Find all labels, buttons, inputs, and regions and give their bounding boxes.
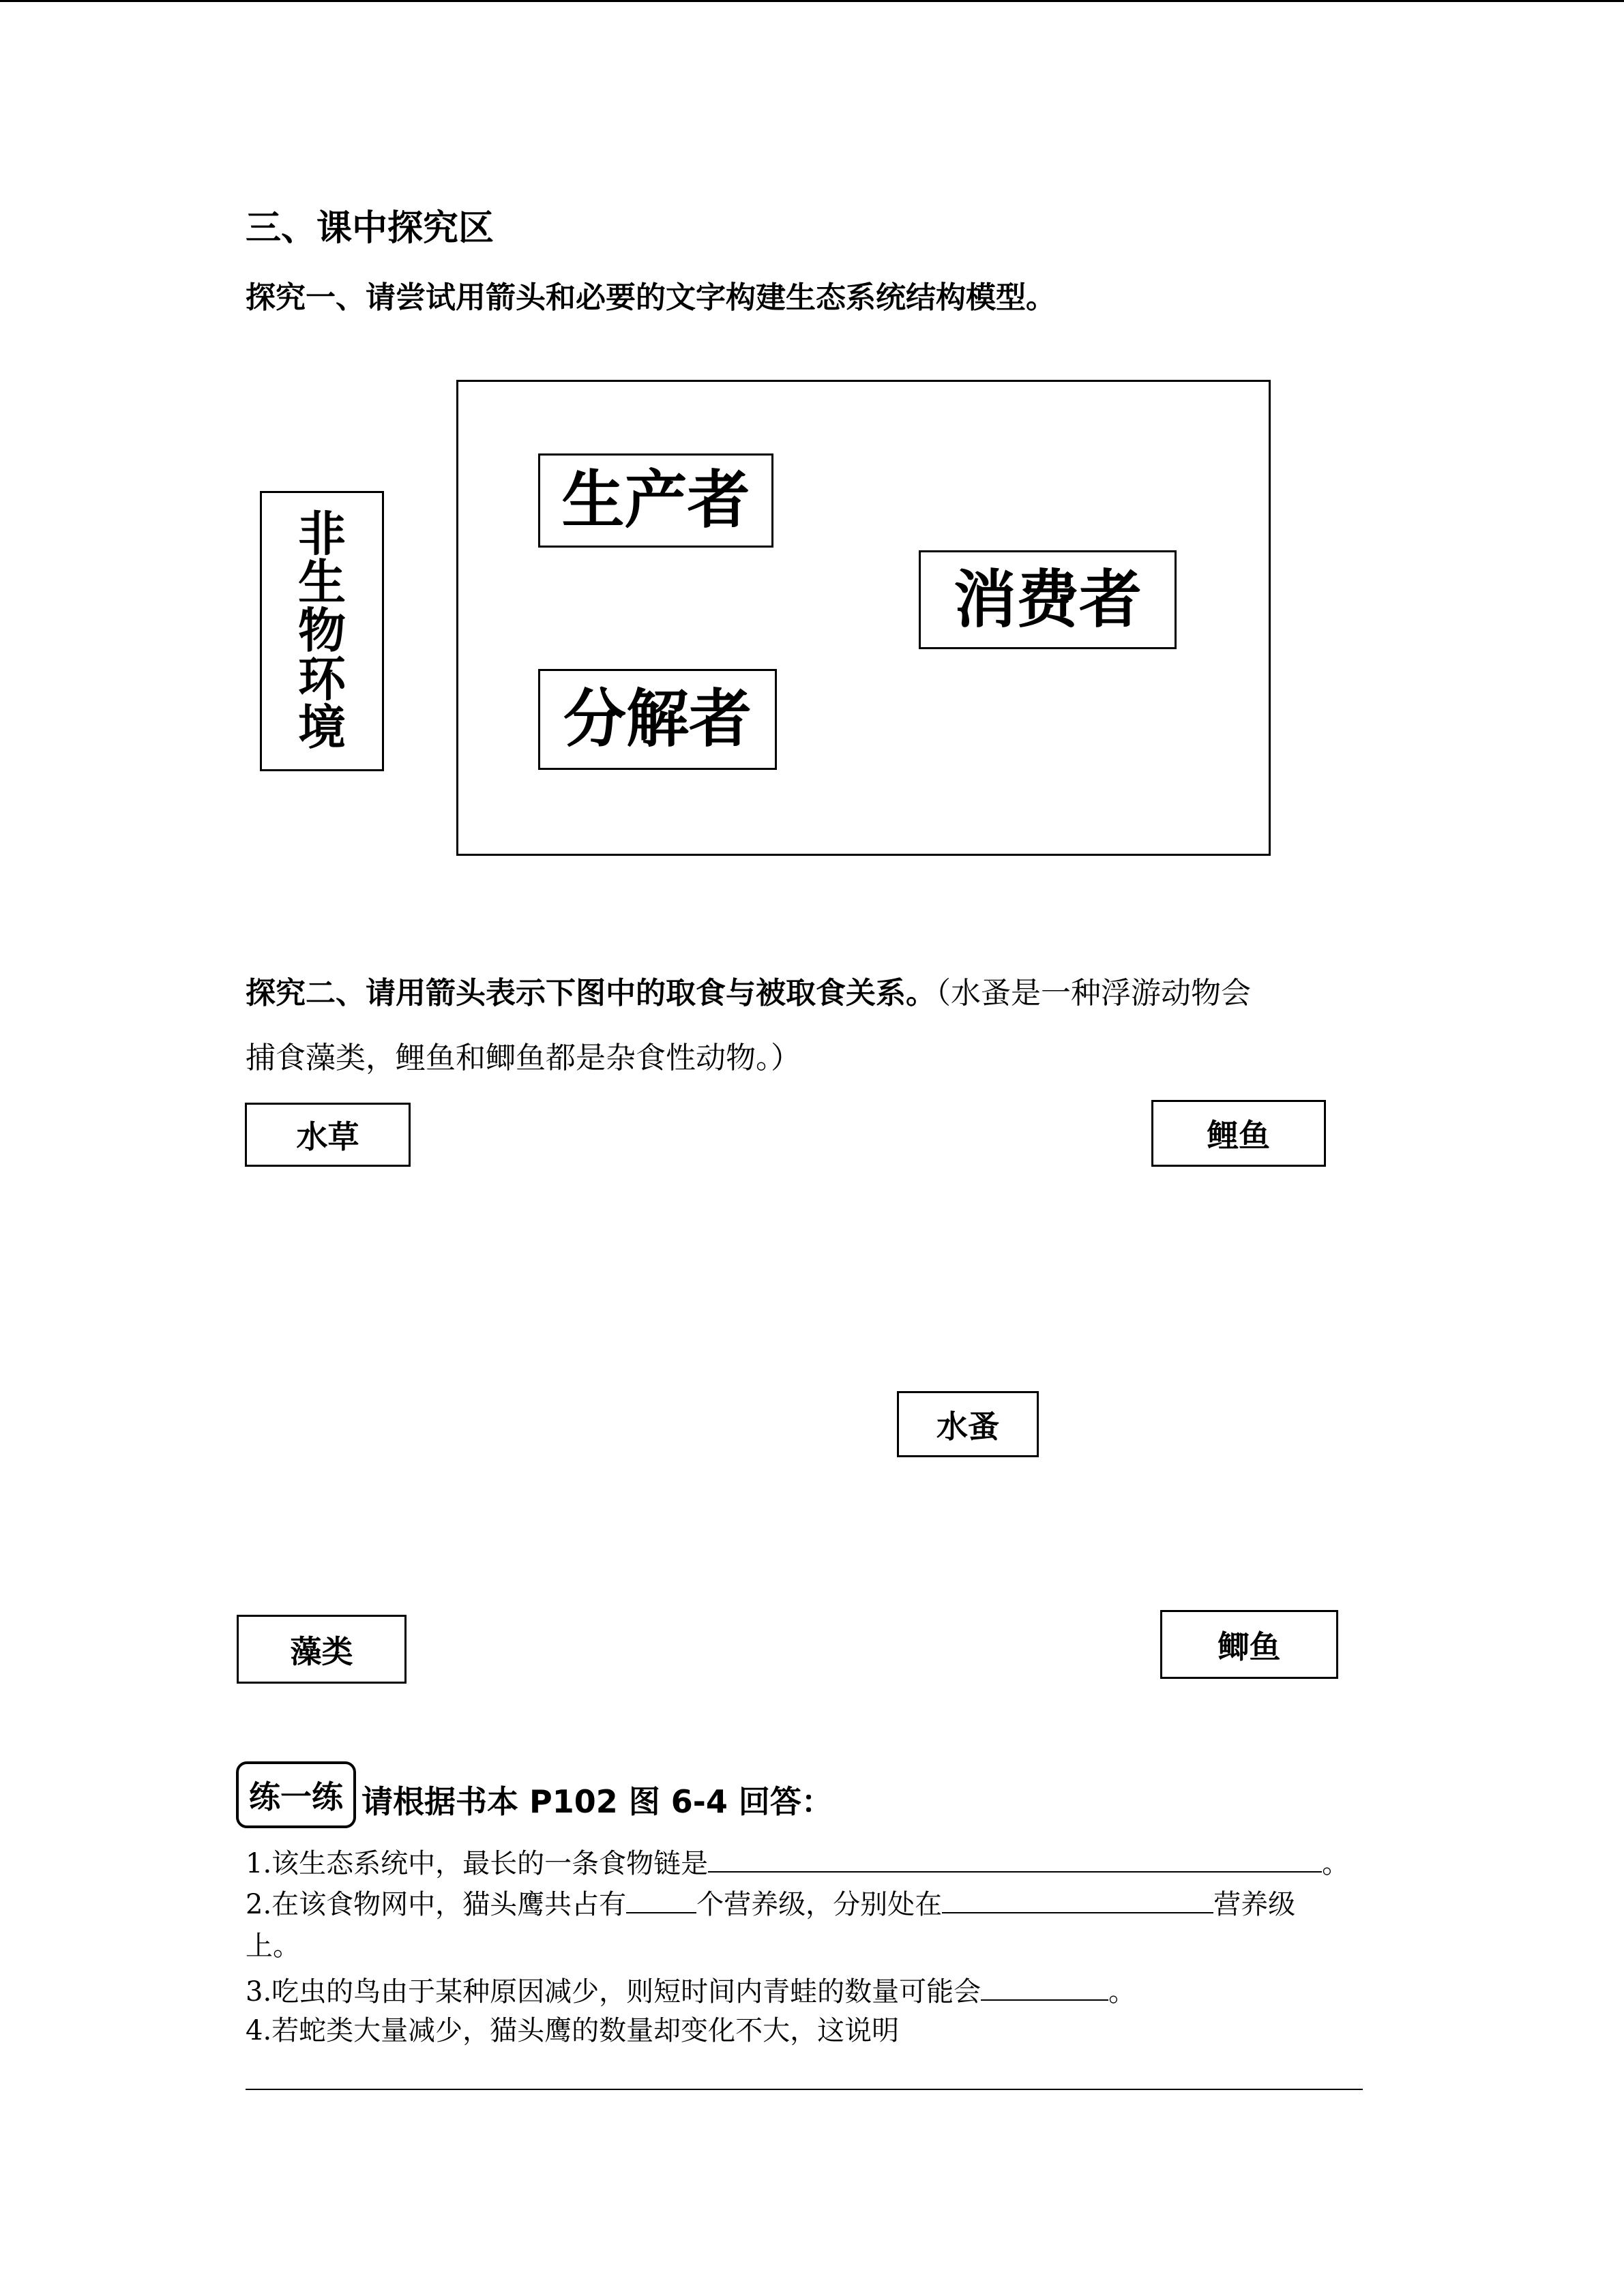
carp-label: 鲤鱼	[1207, 1117, 1270, 1154]
daphnia-label: 水蚤	[936, 1407, 999, 1445]
question-3-blank[interactable]	[981, 1976, 1108, 2001]
question-3-end: 。	[1108, 1976, 1136, 2008]
daphnia-box	[897, 1391, 1039, 1457]
question-2-blank-count[interactable]	[626, 1889, 696, 1913]
question-2	[246, 1889, 1295, 1918]
algae-box	[237, 1615, 407, 1684]
carp-box	[1151, 1100, 1326, 1167]
question-2-blank-levels[interactable]	[942, 1889, 1213, 1913]
question-1-blank[interactable]	[708, 1848, 1322, 1873]
inquiry1-prompt: 探究一、请尝试用箭头和必要的文字构建生态系统结构模型。	[246, 280, 1056, 315]
waterweed-box	[245, 1103, 411, 1167]
question-3-text: 3.吃虫的鸟由于某种原因减少，则短时间内青蛙的数量可能会	[246, 1976, 981, 2008]
inquiry2-prompt-line2: 捕食藻类，鲤鱼和鲫鱼都是杂食性动物。）	[246, 1041, 801, 1075]
question-4-answer-line[interactable]	[246, 2089, 1363, 2090]
abiotic-environment-label: 非生物环境	[298, 506, 346, 756]
consumer-label: 消费者	[953, 563, 1142, 636]
practice-intro: 请根据书本 P102 图 6-4 回答：	[361, 1783, 833, 1820]
question-1-end: 。	[1322, 1848, 1350, 1879]
producer-box	[538, 453, 773, 548]
question-4: 4.若蛇类大量减少，猫头鹰的数量却变化不大，这说明	[246, 2015, 900, 2046]
question-2-continued: 上。	[246, 1930, 300, 1962]
section-title: 三、课中探究区	[246, 208, 494, 249]
practice-badge-label: 练一练	[249, 1778, 343, 1815]
question-2-text-b: 个营养级，分别处在	[696, 1889, 943, 1920]
question-3	[246, 1976, 1136, 2006]
practice-badge	[236, 1761, 356, 1828]
crucian-box	[1160, 1610, 1338, 1679]
inquiry2-prompt-line1	[246, 968, 1251, 1012]
producer-label: 生产者	[561, 464, 750, 537]
crucian-label: 鲫鱼	[1217, 1628, 1281, 1665]
algae-label: 藻类	[290, 1632, 353, 1670]
decomposer-label: 分解者	[563, 683, 752, 756]
decomposer-box	[538, 669, 777, 770]
question-1-text: 1.该生态系统中，最长的一条食物链是	[246, 1848, 709, 1879]
question-2-text-a: 2.在该食物网中，猫头鹰共占有	[246, 1889, 627, 1920]
page-top-border	[0, 0, 1624, 2]
inquiry2-prompt-note1: （水蚤是一种浮游动物会	[936, 976, 1251, 1011]
question-2-text-c: 营养级	[1213, 1889, 1296, 1920]
consumer-box	[919, 550, 1177, 649]
abiotic-environment-box	[260, 491, 384, 771]
inquiry2-prompt-bold: 探究二、请用箭头表示下图中的取食与被取食关系。	[246, 976, 936, 1011]
question-1	[246, 1848, 1349, 1877]
waterweed-label: 水草	[296, 1118, 359, 1155]
